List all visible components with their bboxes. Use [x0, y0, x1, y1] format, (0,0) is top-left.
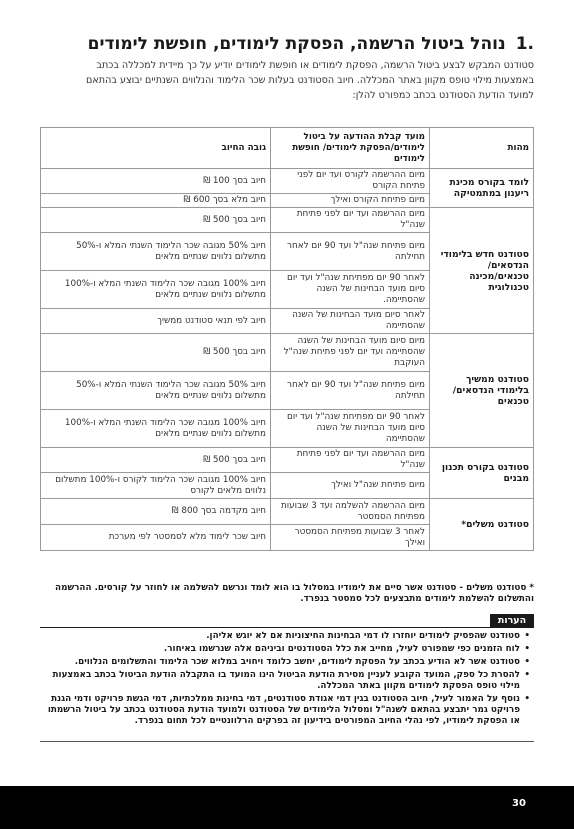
timing-cell: לאחר 90 יום מפתיחת שנה"ל ועד יום סיום מועד הבחינות של השנה שהסתיימה — [271, 410, 430, 448]
timing-cell: לאחר 3 שבועות מפתיחת הסמסטר ואילך — [271, 525, 430, 551]
section-heading — [40, 32, 534, 56]
timing-cell: לאחר 90 יום מפתיחת שנה"ל ועד יום סיום מועד הבחינות של השנה שהסתיימה. — [271, 271, 430, 309]
section-number: .1 — [515, 34, 534, 54]
charge-cell: חיוב 100% מגובה שכר הלימוד לקורס ו-100% מתשלום נלווים מלאים לקורס — [41, 473, 271, 499]
notes-divider — [40, 627, 534, 628]
timing-cell: מיום ההרשמה ועד יום לפני פתיחת שנה"ל — [271, 208, 430, 233]
timing-cell: מיום פתיחת הקורס ואילך — [271, 194, 430, 208]
page-number: 30 — [512, 798, 526, 809]
list-item: • נוסף על האמור לעיל, חיוב הסטודנט בגין דמי אגודת סטודנטים, דמי בחינות ממלכתיות, דמי הגשת פרויקט ודמי הגנת פרויקט גמר יתבצע בהתאם לשנה"ל ומסלול הלימודים של הסטודנט ולמועד הודעת הסטודנט בכתב על ביטול הרשמתו או הפסקת לימודיו, לפי נהלי החיוב המפורטים בידיעון זה בפרקים הרלוונטיים לכל תחום בנפרד. — [40, 694, 520, 727]
charge-cell: חיוב 100% מגובה שכר הלימוד השנתי המלא ו-100% מתשלום נלווים שנתיים מלאים — [41, 271, 271, 309]
table-header-row — [41, 128, 534, 169]
table-row — [41, 499, 534, 525]
list-item: • להסרת כל ספק, המועד הקובע לעניין מסירת הודעת הביטול הינו המועד בו התקבלה הודעת הביטול בכתב באמצעות מילוי טופס הפסקת לימודים מקוון באתר המכללה. — [40, 670, 520, 692]
header-timing: מועד קבלת ההודעה על ביטול לימודים/הפסקת לימודים/ חופשת לימודים — [271, 128, 430, 169]
charge-cell: חיוב שכר לימוד מלא לסמסטר לפי מערכת — [41, 525, 271, 551]
group-label: סטודנט חדש בלימודי הנדסאים/ טכנאים/מכינה טכנולוגית — [430, 208, 534, 334]
section-title: נוהל ביטול הרשמה, הפסקת לימודים, חופשת לימודים — [87, 34, 506, 54]
group-label: סטודנט בקורס תכנון מבנים — [430, 448, 534, 499]
charge-cell: חיוב 50% מגובה שכר הלימוד השנתי המלא ו-50% מתשלום נלווים שנתיים מלאים — [41, 233, 271, 271]
timing-cell: מיום ההרשמה לקורס ועד יום לפני פתיחת הקורס — [271, 169, 430, 194]
charge-cell: חיוב מקדמה בסך 800 ₪ — [41, 499, 271, 525]
intro-paragraph: סטודנט המבקש לבצע ביטול הרשמה, הפסקת לימודים או חופשת לימודים יודיע על כך מיידית למכללה בכתב באמצעות מילוי טופס מקוון באתר המכללה. חיוב הסטודנט בעלות שכר הלימוד והנלווים השנתיים יבוצע בהתאם למועד הודעת הסטודנט בכתב כמפורט להלן: — [86, 60, 534, 101]
charge-cell: חיוב 100% מגובה שכר הלימוד השנתי המלא ו-100% מתשלום נלווים שנתיים מלאים — [41, 410, 271, 448]
notes-list — [40, 631, 534, 729]
charge-cell: חיוב בסך 100 ₪ — [41, 169, 271, 194]
header-group: מהות — [430, 128, 534, 169]
notes-title: הערות — [490, 614, 534, 628]
table-row — [41, 448, 534, 473]
bottom-divider — [40, 741, 534, 742]
fees-table — [40, 127, 534, 551]
timing-cell: מיום ההרשמה להשלמה ועד 3 שבועות מפתיחת הסמסטר — [271, 499, 430, 525]
timing-cell: מיום פתיחת שנה"ל ועד 90 יום לאחר תחילתה — [271, 233, 430, 271]
timing-cell: לאחר סיום מועד הבחינות של השנה שהסתיימה — [271, 309, 430, 334]
timing-cell: מיום סיום מועד הבחינות של השנה שהסתיימה ועד יום לפני פתיחת שנה"ל העוקבת — [271, 334, 430, 372]
timing-cell: מיום פתיחת שנה"ל ואילך — [271, 473, 430, 499]
charge-cell: חיוב בסך 500 ₪ — [41, 208, 271, 233]
charge-cell: חיוב בסך 500 ₪ — [41, 448, 271, 473]
timing-cell: מיום ההרשמה ועד יום לפני פתיחת שנה"ל — [271, 448, 430, 473]
table-row — [41, 208, 534, 233]
footnote: * סטודנט משלים - סטודנט אשר סיים את לימודיו במסלול בו הוא לומד ונרשם להשלמה או לחוזר על קורסים. ההרשמה והתשלום להשלמת לימודים מתבצעים לכל סמסטר בנפרד. — [55, 583, 534, 604]
charge-cell: חיוב 50% מגובה שכר הלימוד השנתי המלא ו-50% מתשלום נלווים שנתיים מלאים — [41, 372, 271, 410]
group-label: לומד בקורס מכינת ריענון במתמטיקה — [430, 169, 534, 208]
header-charge: גובה החיוב — [41, 128, 271, 169]
charge-cell: חיוב מלא בסך 600 ₪ — [41, 194, 271, 208]
group-label: סטודנט משלים* — [430, 499, 534, 551]
list-item: • לוח הזמנים כפי שמפורט לעיל, מחייב את כלל הסטודנטים וביניהם אלה שנרשמו באיחור. — [40, 644, 520, 655]
table-row — [41, 169, 534, 194]
list-item: • סטודנט שהפסיק לימודים יוחזרו לו דמי הבחינות החיצוניות אם לא יוגש אליהן. — [40, 631, 520, 642]
table-row — [41, 334, 534, 372]
charge-cell: חיוב בסך 500 ₪ — [41, 334, 271, 372]
list-item: • סטודנט אשר לא הודיע בכתב על הפסקת לימודים, יחשב כלומד ויחויב במלוא שכר הלימוד והתשלומים הנלווים. — [40, 657, 520, 668]
charge-cell: חיוב לפי תנאי סטודנט ממשיך — [41, 309, 271, 334]
timing-cell: מיום פתיחת שנה"ל ועד 90 יום לאחר תחילתה — [271, 372, 430, 410]
page-footer-bar — [0, 786, 574, 829]
group-label: סטודנט ממשיך בלימודי הנדסאים/ טכנאים — [430, 334, 534, 448]
